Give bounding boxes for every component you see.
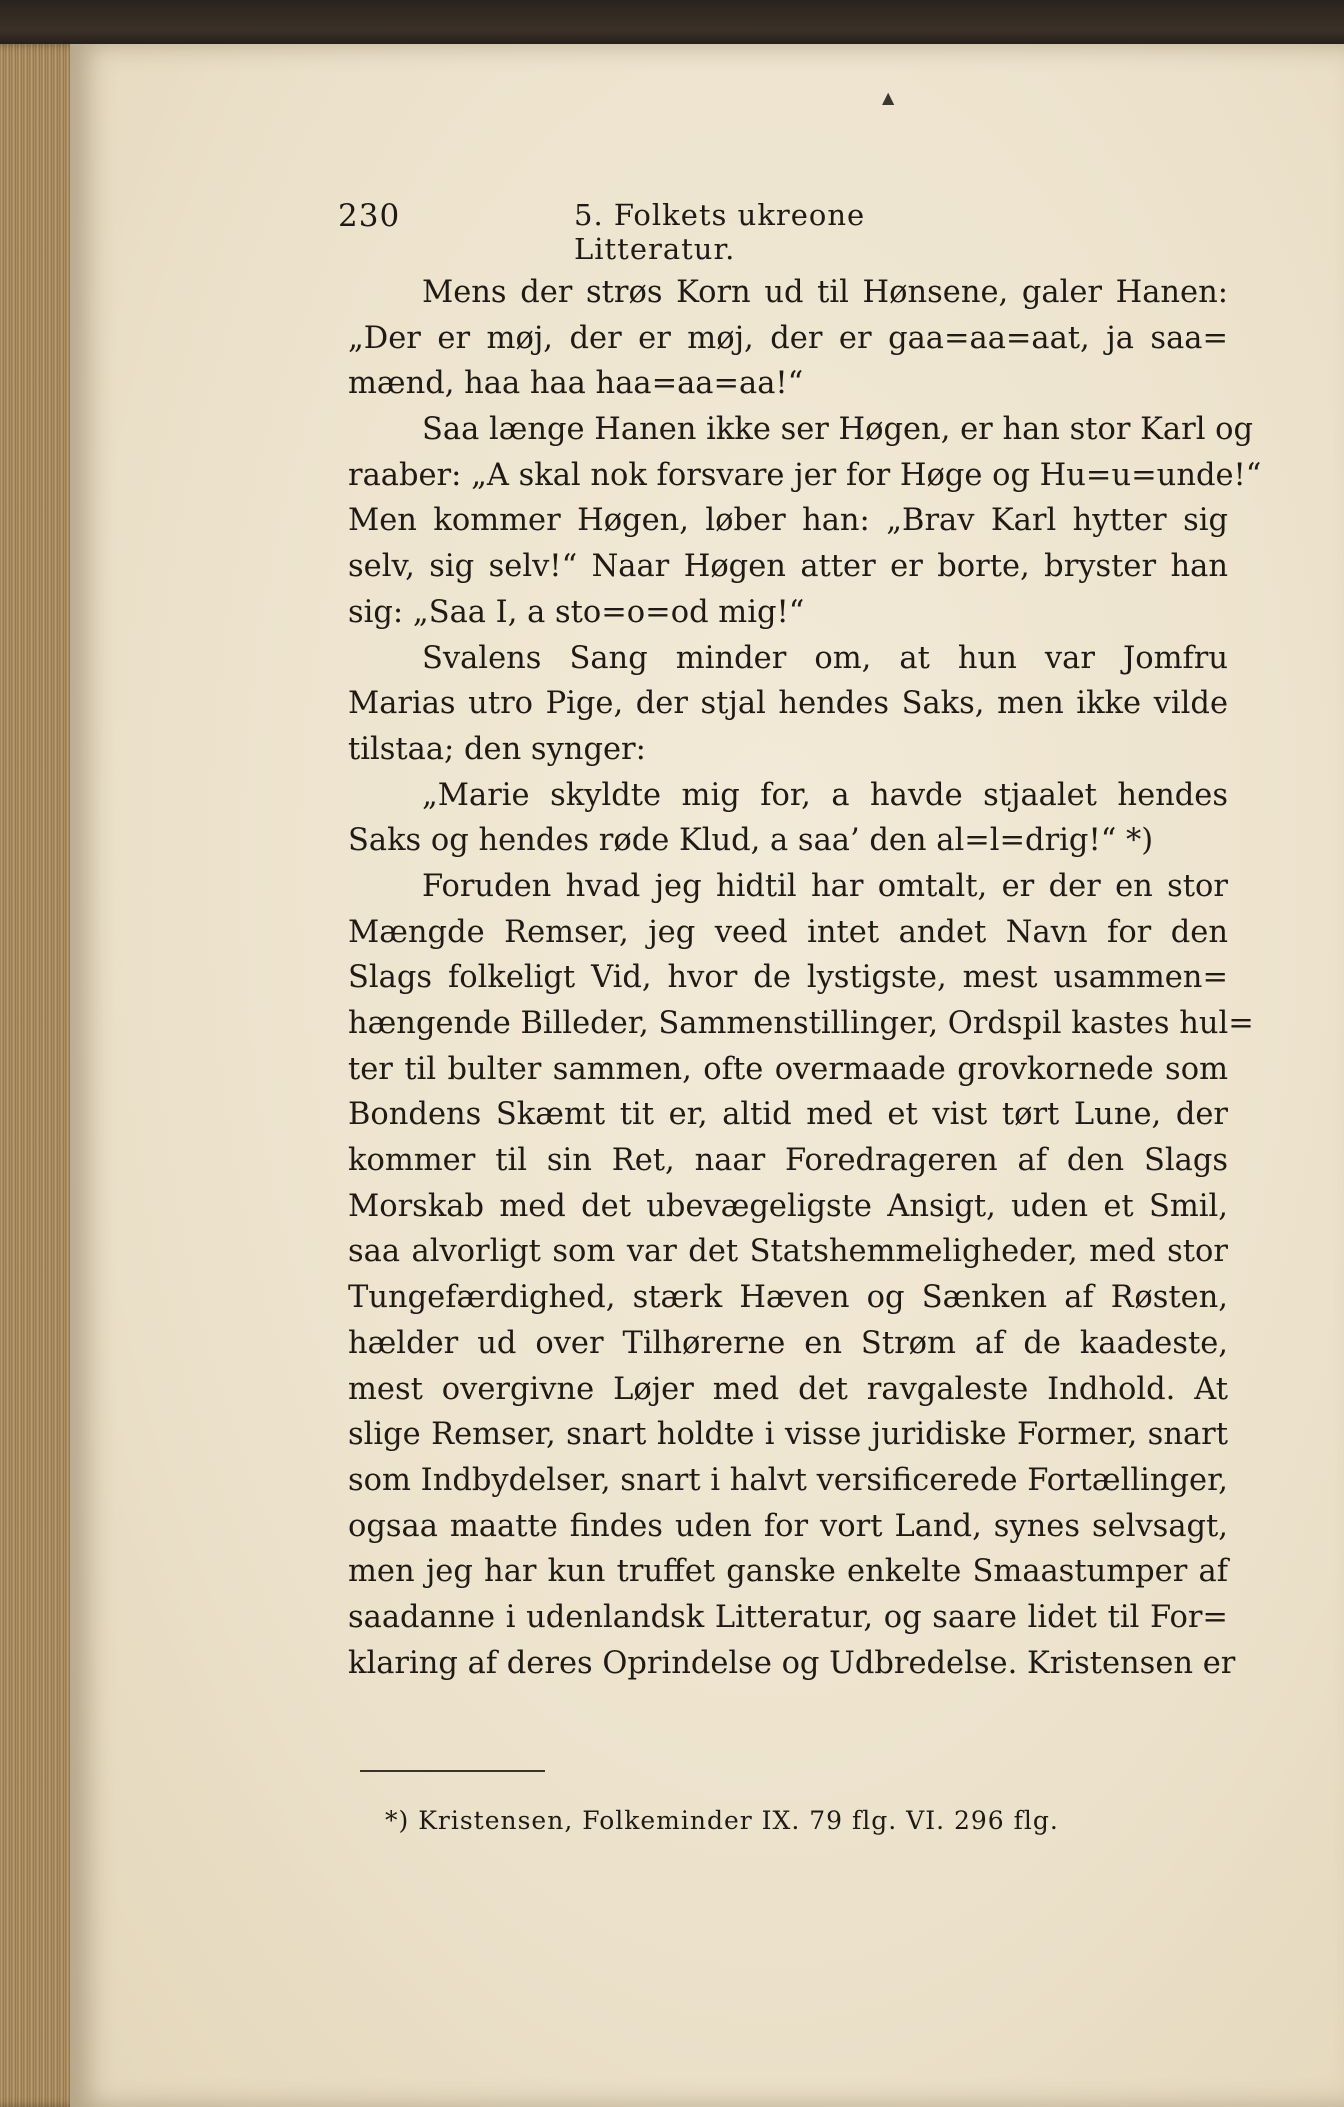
page-number: 230 (338, 198, 401, 234)
text-line: „Der er møj, der er møj, der er gaa=aa=aat, ja saa= (348, 320, 1228, 356)
text-line: selv, sig selv!“ Naar Høgen atter er borte, bryster han (348, 549, 1228, 585)
text-line: „Marie skyldte mig for, a havde stjaalet hendes (422, 777, 1228, 813)
body-text (348, 270, 1262, 1686)
text-line: Bondens Skæmt tit er, altid med et vist tørt Lune, der (348, 1097, 1228, 1133)
chapter-title: 5. Folkets ukreone Litteratur. (574, 198, 866, 266)
text-line: Marias utro Pige, der stjal hendes Saks, men ikke vilde (348, 686, 1228, 722)
text-line: hængende Billeder, Sammenstillinger, Ordspil kastes hul= (348, 1006, 1254, 1041)
text-line: tilstaa; den synger: (348, 731, 646, 767)
text-line: Saa længe Hanen ikke ser Høgen, er han stor Karl og (422, 412, 1254, 448)
running-head (338, 198, 998, 266)
text-line: kommer til sin Ret, naar Foredrageren af den Slags (348, 1143, 1228, 1179)
text-line: Mens der strøs Korn ud til Hønsene, galer Hanen: (422, 275, 1228, 310)
text-line: slige Remser, snart holdte i visse juridiske Former, snart (348, 1417, 1228, 1453)
footnote-rule (360, 1770, 545, 1772)
text-line: ogsaa maatte findes uden for vort Land, synes selvsagt, (348, 1508, 1228, 1544)
text-line: Mængde Remser, jeg veed intet andet Navn for den (348, 914, 1228, 950)
text-line: mænd, haa haa haa=aa=aa!“ (348, 366, 804, 402)
text-line: som Indbydelser, snart i halvt versificerede Fortællinger, (348, 1462, 1228, 1498)
text-line: Saks og hendes røde Klud, a saa’ den al=l=drig!“ *) (348, 823, 1154, 859)
text-line: Foruden hvad jeg hidtil har omtalt, er der en stor (422, 868, 1228, 904)
text-line: raaber: „A skal nok forsvare jer for Høge og Hu=u=unde!“ (348, 457, 1262, 493)
book-cover-edge (0, 0, 1344, 50)
text-line: mest overgivne Løjer med det ravgaleste Indhold. At (348, 1371, 1228, 1407)
text-line: sig: „Saa I, a sto=o=od mig!“ (348, 594, 805, 630)
text-line: klaring af deres Oprindelse og Udbredelse. Kristensen er (348, 1645, 1236, 1681)
text-line: Tungefærdighed, stærk Hæven og Sænken af Røsten, (348, 1280, 1228, 1316)
pencil-mark: ▲ (882, 88, 895, 107)
footnote: *) Kristensen, Folkeminder IX. 79 flg. VI. 296 flg. (385, 1806, 1059, 1835)
text-line: hælder ud over Tilhørerne en Strøm af de kaadeste, (348, 1325, 1228, 1361)
text-line: ter til bulter sammen, ofte overmaade grovkornede som (348, 1051, 1228, 1087)
text-line: saa alvorligt som var det Statshemmeligheder, med stor (348, 1234, 1228, 1270)
text-line: Morskab med det ubevægeligste Ansigt, uden et Smil, (348, 1188, 1228, 1224)
text-line: Men kommer Høgen, løber han: „Brav Karl hytter sig (348, 503, 1228, 539)
text-line: men jeg har kun truffet ganske enkelte Smaastumper af (348, 1554, 1228, 1590)
text-line: Svalens Sang minder om, at hun var Jomfru (422, 640, 1228, 676)
text-line: Slags folkeligt Vid, hvor de lystigste, mest usammen= (348, 960, 1228, 996)
text-line: saadanne i udenlandsk Litteratur, og saare lidet til For= (348, 1599, 1228, 1635)
